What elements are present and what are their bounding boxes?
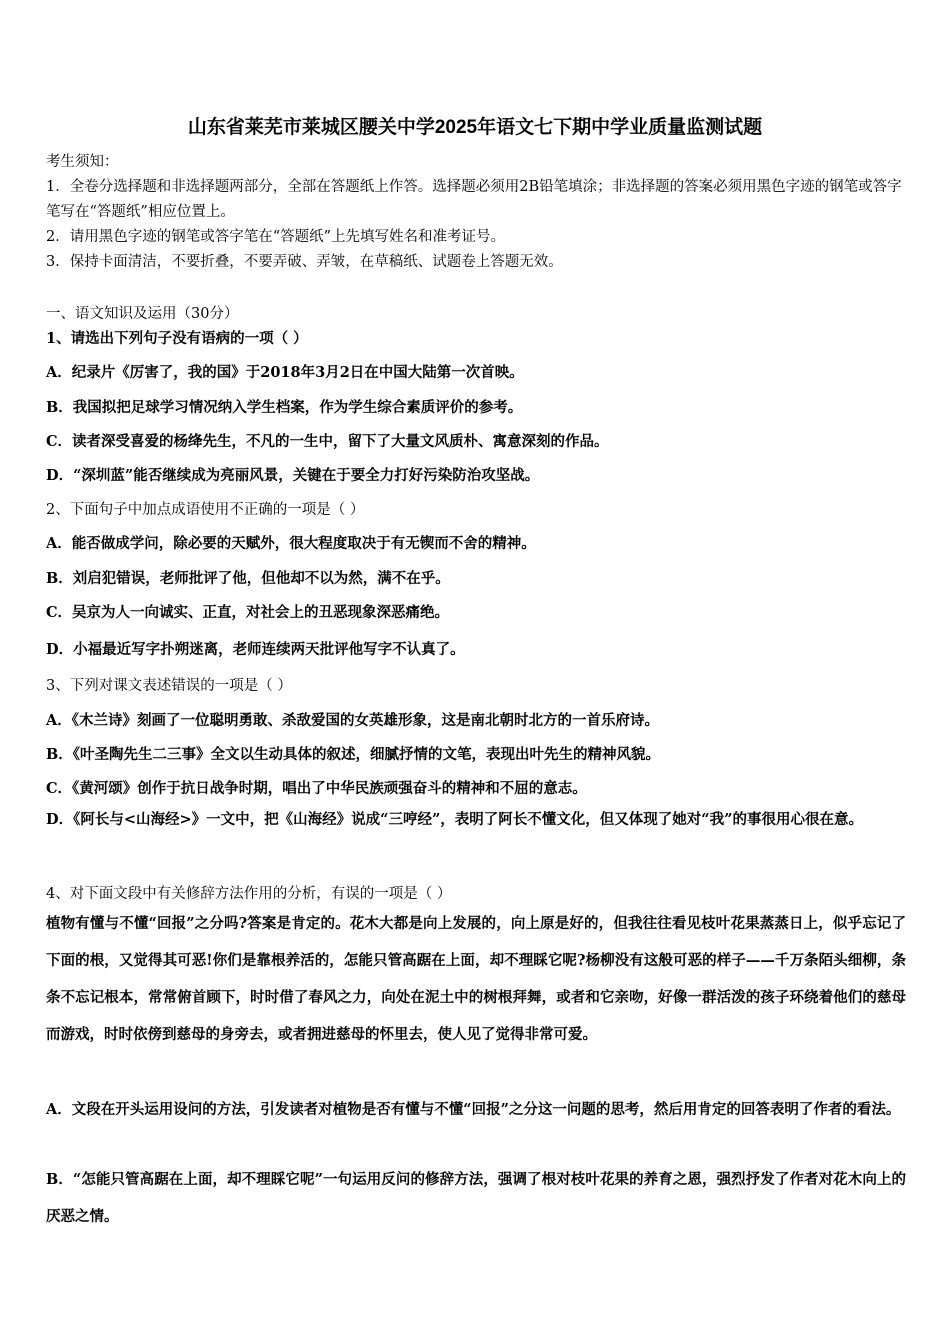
q2-option-a: A．能否做成学问，除必要的天赋外，很大程度取决于有无锲而不舍的精神。 bbox=[46, 535, 536, 552]
q2-option-d: D．小福最近写字扑朔迷离，老师连续两天批评他写字不认真了。 bbox=[46, 641, 465, 658]
q1-option-b: B．我国拟把足球学习情况纳入学生档案，作为学生综合素质评价的参考。 bbox=[46, 399, 523, 416]
q3-option-c: C．《黄河颂》创作于抗日战争时期，唱出了中华民族顽强奋斗的精神和不屈的意志。 bbox=[46, 780, 587, 797]
notice-item-2: 2．请用黑色字迹的钢笔或答字笔在“答题纸”上先填写姓名和准考证号。 bbox=[46, 229, 506, 245]
q4-stem: 4、对下面文段中有关修辞方法作用的分析，有误的一项是（ ） bbox=[46, 886, 452, 902]
q3-option-b: B．《叶圣陶先生二三事》全文以生动具体的叙述，细腻抒情的文笔，表现出叶先生的精神风貌。 bbox=[46, 746, 661, 763]
q1-stem: 1、请选出下列句子没有语病的一项（ ） bbox=[46, 330, 308, 347]
section-heading: 一、语文知识及运用（30分） bbox=[46, 306, 239, 322]
q4-option-a: A．文段在开头运用设问的方法，引发读者对植物是否有懂与不懂“回报”之分这一问题的思考，然后用肯定的回答表明了作者的看法。 bbox=[46, 1101, 901, 1118]
q1-option-d: D．“深圳蓝”能否继续成为亮丽风景，关键在于要全力打好污染防治攻坚战。 bbox=[46, 467, 540, 484]
notice-heading: 考生须知： bbox=[46, 154, 119, 170]
notice-item-1: 1．全卷分选择题和非选择题两部分，全部在答题纸上作答。选择题必须用2B铅笔填涂；非选择题的答案必须用黑色字迹的钢笔或答字笔写在“答题纸”相应位置上。 bbox=[46, 179, 902, 220]
page-title: 山东省莱芜市莱城区腰关中学2025年语文七下期中学业质量监测试题 bbox=[187, 117, 763, 138]
q2-option-c: C．吴京为人一向诚实、正直，对社会上的丑恶现象深恶痛绝。 bbox=[46, 604, 450, 621]
q3-stem: 3、下列对课文表述错误的一项是（ ） bbox=[46, 678, 292, 694]
q2-option-b: B．刘启犯错误，老师批评了他，但他却不以为然，满不在乎。 bbox=[46, 570, 450, 587]
q1-option-c: C．读者深受喜爱的杨绛先生，不凡的一生中，留下了大量文风质朴、寓意深刻的作品。 bbox=[46, 433, 609, 450]
q4-passage: 植物有懂与不懂“回报”之分吗?答案是肯定的。花木大都是向上发展的，向上原是好的，但我往往看见枝叶花果蒸蒸日上，似乎忘记了下面的根，又觉得其可恶!你们是靠根养活的，怎能只管高踞在上面，却不理睬它呢?杨柳没有这般可恶的样子——千万条陌头细柳，条条不忘记根本，常常俯首顾下，时时借了春风之力，向处在泥土中的树根拜舞，或者和它亲吻，好像一群活泼的孩子环绕着他们的慈母而游戏，时时依傍到慈母的身旁去，或者拥进慈母的怀里去，使人见了觉得非常可爱。 bbox=[46, 915, 906, 1043]
q2-stem: 2、下面句子中加点成语使用不正确的一项是（ ） bbox=[46, 502, 365, 518]
q3-option-d: D．《阿长与<山海经>》一文中，把《山海经》说成“三哼经”，表明了阿长不懂文化，但又体现了她对“我”的事很用心很在意。 bbox=[46, 811, 863, 828]
q4-option-b: B．“怎能只管高踞在上面，却不理睬它呢”一句运用反问的修辞方法，强调了根对枝叶花果的养育之恩，强烈抒发了作者对花木向上的厌恶之情。 bbox=[46, 1171, 906, 1225]
q3-option-a: A．《木兰诗》刻画了一位聪明勇敢、杀敌爱国的女英雄形象，这是南北朝时北方的一首乐府诗。 bbox=[46, 712, 659, 729]
notice-item-3: 3．保持卡面清洁，不要折叠，不要弄破、弄皱，在草稿纸、试题卷上答题无效。 bbox=[46, 254, 563, 270]
q1-option-a: A．纪录片《厉害了，我的国》于2018年3月2日在中国大陆第一次首映。 bbox=[46, 364, 524, 381]
